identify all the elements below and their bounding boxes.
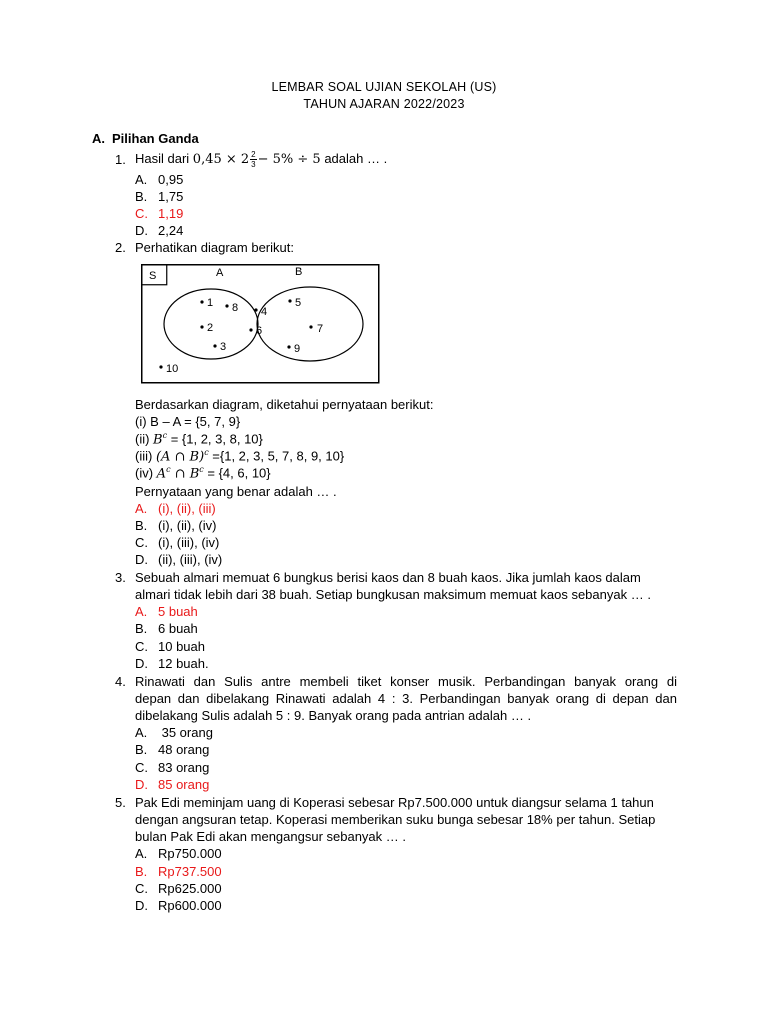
venn-diagram (141, 264, 381, 385)
q1-option-d-text: 2,24 (158, 223, 184, 238)
q2-s3-math: (A ∩ B) (155, 449, 205, 465)
q2-statement-3 (135, 448, 344, 464)
element-3-dot (213, 344, 216, 347)
q5-option-c-letter: C. (135, 881, 148, 896)
q1-fraction-den: 3 (251, 160, 256, 170)
element-10-dot (159, 365, 162, 368)
element-4-dot (254, 308, 257, 311)
q2-s3-rest: ={1, 2, 3, 5, 7, 8, 9, 10} (208, 448, 345, 464)
q1-prefix: Hasil dari (135, 151, 193, 166)
q5-option-d-letter: D. (135, 898, 148, 913)
q2-option-b-letter: B. (135, 518, 148, 533)
q2-s3-label: (iii) (135, 448, 156, 464)
q2-s4-math-b: B (189, 466, 200, 482)
q5-option-d-text: Rp600.000 (158, 898, 222, 913)
element-9: 9 (294, 343, 301, 355)
element-10: 10 (166, 363, 179, 375)
q2-s4-mid: ∩ (170, 466, 190, 482)
q2-s2-math: B (153, 432, 163, 448)
q2-question: Pernyataan yang benar adalah … . (135, 484, 337, 499)
set-a-label: A (216, 267, 224, 279)
q5-line-3: bulan Pak Edi akan mengangsur sebanyak … . (135, 829, 407, 844)
q2-intro: Berdasarkan diagram, diketahui pernyataan berikut: (135, 397, 434, 412)
q2-s2-sup: c (162, 431, 168, 440)
q2-option-b-text: (i), (ii), (iv) (158, 518, 217, 533)
question-3-number: 3. (115, 570, 126, 585)
q2-statement-1: (i) B – A = {5, 7, 9} (135, 414, 241, 429)
q1-option-b-letter: B. (135, 189, 148, 204)
q1-option-b-text: 1,75 (158, 189, 184, 204)
q4-option-d-text: 85 orang (158, 777, 210, 792)
q4-option-d-letter: D. (135, 777, 148, 792)
q4-option-a-letter: A. (135, 725, 148, 740)
set-b-label: B (295, 266, 303, 278)
q3-option-c-text: 10 buah (158, 639, 205, 654)
section-letter: A. (92, 131, 105, 146)
element-1: 1 (207, 297, 214, 309)
q2-s3-sup: c (204, 448, 209, 457)
q1-option-c-letter: C. (135, 206, 148, 221)
question-5-number: 5. (115, 795, 126, 810)
q4-option-a-text: 35 orang (158, 725, 213, 740)
q5-line-2: dengan angsuran tetap. Koperasi memberikan suku bunga sebesar 18% per tahun. Setiap (135, 812, 656, 827)
question-2-number: 2. (115, 240, 126, 255)
q5-option-a-text: Rp750.000 (158, 846, 222, 861)
element-1-dot (200, 300, 203, 303)
q1-option-a-text: 0,95 (158, 172, 184, 187)
q2-s2-label: (ii) (135, 431, 154, 447)
q5-option-b-letter: B. (135, 864, 148, 879)
q4-line-1: Rinawati dan Sulis antre membeli tiket konser musik. Perbandingan banyak orang di (135, 674, 677, 689)
q2-s4-rest: = {4, 6, 10} (203, 465, 271, 481)
element-5-dot (288, 299, 291, 302)
q3-option-b-letter: B. (135, 621, 148, 636)
q1-expression-b: − 5% ÷ 5 (257, 152, 321, 167)
q3-line-1: Sebuah almari memuat 6 bungkus berisi kaos dan 8 buah kaos. Jika jumlah kaos dalam (135, 570, 641, 585)
q4-line-3: dibelakang Sulis adalah 5 : 9. Banyak orang pada antrian adalah … . (135, 708, 532, 723)
question-2-text: Perhatikan diagram berikut: (135, 240, 294, 255)
element-2: 2 (207, 322, 214, 334)
q2-statement-2 (135, 431, 263, 447)
q2-option-c-letter: C. (135, 535, 148, 550)
q2-s2-rest: = {1, 2, 3, 8, 10} (167, 431, 263, 447)
q5-option-b-text: Rp737.500 (158, 864, 222, 879)
q3-option-d-text: 12 buah. (158, 656, 209, 671)
q1-fraction-num: 2 (251, 150, 256, 160)
element-6-dot (249, 328, 252, 331)
q1-option-a-letter: A. (135, 172, 148, 187)
q3-option-d-letter: D. (135, 656, 148, 671)
q3-option-a-text: 5 buah (158, 604, 198, 619)
q2-s4-sup-b: c (199, 465, 204, 474)
q3-line-2: almari tidak lebih dari 38 buah. Setiap bungkusan maksimum memuat kaos sebanyak … . (135, 587, 651, 602)
q1-suffix: adalah … . (320, 151, 388, 166)
universe-label: S (149, 270, 157, 282)
q1-expression-a: 0,45 × 2 (192, 152, 250, 167)
q3-option-c-letter: C. (135, 639, 148, 654)
q2-s4-sup-a: c (166, 465, 171, 474)
q2-statement-4 (135, 465, 271, 481)
element-7: 7 (317, 323, 324, 335)
element-5: 5 (295, 297, 302, 309)
q4-option-b-letter: B. (135, 742, 148, 757)
set-b-circle (257, 287, 363, 361)
q5-option-a-letter: A. (135, 846, 148, 861)
q1-option-c-text: 1,19 (158, 206, 184, 221)
element-6: 6 (256, 325, 263, 337)
element-7-dot (309, 325, 312, 328)
q2-option-a-text: (i), (ii), (iii) (158, 501, 216, 516)
q3-option-a-letter: A. (135, 604, 148, 619)
q4-option-c-letter: C. (135, 760, 148, 775)
q1-fraction (250, 150, 256, 169)
question-1-number: 1. (115, 152, 126, 167)
q3-option-b-text: 6 buah (158, 621, 198, 636)
q4-option-b-text: 48 orang (158, 742, 210, 757)
element-8: 8 (232, 302, 239, 314)
question-1-text (135, 149, 387, 170)
element-3: 3 (220, 341, 227, 353)
element-4: 4 (261, 306, 268, 318)
q2-option-c-text: (i), (iii), (iv) (158, 535, 220, 550)
question-4-number: 4. (115, 674, 126, 689)
q5-line-1: Pak Edi meminjam uang di Koperasi sebesar Rp7.500.000 untuk diangsur selama 1 tahun (135, 795, 654, 810)
section-title: Pilihan Ganda (112, 131, 199, 146)
element-9-dot (287, 345, 290, 348)
q2-s4-label: (iv) (135, 465, 157, 481)
element-2-dot (200, 325, 203, 328)
exam-title: LEMBAR SOAL UJIAN SEKOLAH (US) (271, 80, 497, 94)
q2-option-a-letter: A. (135, 501, 148, 516)
q2-option-d-letter: D. (135, 552, 148, 567)
q2-option-d-text: (ii), (iii), (iv) (158, 552, 223, 567)
q4-line-2: depan dan dibelakang Rinawati adalah 4 : 3. Perbandingan banyak orang di depan dan (135, 691, 677, 706)
exam-year: TAHUN AJARAN 2022/2023 (303, 97, 465, 111)
q4-option-c-text: 83 orang (158, 760, 210, 775)
q2-s4-math-a: A (156, 466, 167, 482)
q5-option-c-text: Rp625.000 (158, 881, 222, 896)
element-8-dot (225, 304, 228, 307)
q1-option-d-letter: D. (135, 223, 148, 238)
